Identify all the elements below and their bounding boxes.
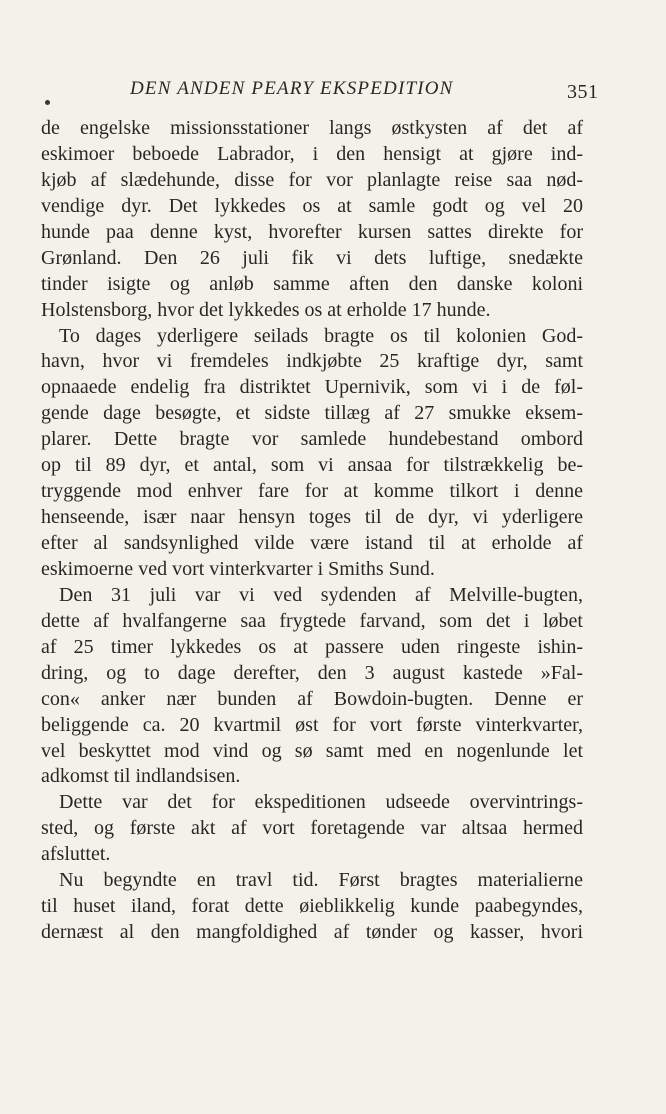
text-line: hunde paa denne kyst, hvorefter kursen sattes direkte for [41, 220, 583, 243]
text-line: dette af hvalfangerne saa frygtede farvand, som det i løbet [41, 609, 583, 632]
text-line: eskimoer beboede Labrador, i den hensigt at gjøre ind- [41, 142, 583, 165]
text-line: tryggende mod enhver fare for at komme tilkort i denne [41, 480, 583, 503]
text-line: opnaaede endelig fra distriktet Upernivik, som vi i de føl- [41, 376, 583, 399]
text-line: afsluttet. [41, 843, 111, 866]
text-line: op til 89 dyr, et antal, som vi ansaa for tilstrækkelig be- [41, 454, 583, 477]
ink-spot [45, 100, 50, 105]
text-line: til huset iland, forat dette øieblikkelig kunde paabegyndes, [41, 895, 583, 918]
text-line: tinder isigte og anløb samme aften den danske koloni [41, 272, 583, 295]
body-text [41, 116, 583, 946]
paragraph-start-line: Dette var det for ekspeditionen udseede overvintrings- [59, 791, 583, 814]
page-number: 351 [567, 81, 599, 103]
text-line: gende dage besøgte, et sidste tillæg af 27 smukke eksem- [41, 402, 583, 425]
text-line: vel beskyttet mod vind og sø samt med en nogenlunde let [41, 739, 583, 762]
paragraph-start-line: Nu begyndte en travl tid. Først bragtes materialierne [59, 869, 583, 892]
text-line: Holstensborg, hvor det lykkedes os at erholde 17 hunde. [41, 298, 491, 321]
paragraph-start-line: Den 31 juli var vi ved sydenden af Melville-bugten, [59, 583, 583, 606]
text-line: efter al sandsynlighed vilde være istand til at erholde af [41, 532, 583, 554]
text-line: kjøb af slædehunde, disse for vor planlagte reise saa nød- [41, 168, 583, 191]
text-line: beliggende ca. 20 kvartmil øst for vort første vinterkvarter, [41, 713, 583, 736]
text-line: Grønland. Den 26 juli fik vi dets luftige, snedækte [41, 246, 583, 269]
text-line: de engelske missionsstationer langs østkysten af det af [41, 117, 583, 139]
text-line: sted, og første akt af vort foretagende var altsaa hermed [41, 817, 583, 840]
text-line: dernæst al den mangfoldighed af tønder og kasser, hvori [41, 921, 583, 944]
text-line: dring, og to dage derefter, den 3 august kastede »Fal- [41, 661, 583, 684]
text-line: henseende, især naar hensyn toges til de dyr, vi yderligere [41, 506, 583, 529]
text-line: vendige dyr. Det lykkedes os at samle godt og vel 20 [41, 194, 583, 217]
page-header [0, 78, 666, 108]
paragraph-start-line: To dages yderligere seilads bragte os til kolonien God- [59, 324, 583, 347]
text-line: havn, hvor vi fremdeles indkjøbte 25 kraftige dyr, samt [41, 350, 583, 373]
running-title: DEN ANDEN PEARY EKSPEDITION [130, 78, 454, 99]
text-line: plarer. Dette bragte vor samlede hundebestand ombord [41, 428, 583, 451]
text-line: adkomst til indlandsisen. [41, 765, 241, 788]
text-line: con« anker nær bunden af Bowdoin-bugten. Denne er [41, 687, 583, 710]
text-line: af 25 timer lykkedes os at passere uden ringeste ishin- [41, 635, 583, 658]
text-line: eskimoerne ved vort vinterkvarter i Smiths Sund. [41, 557, 435, 580]
